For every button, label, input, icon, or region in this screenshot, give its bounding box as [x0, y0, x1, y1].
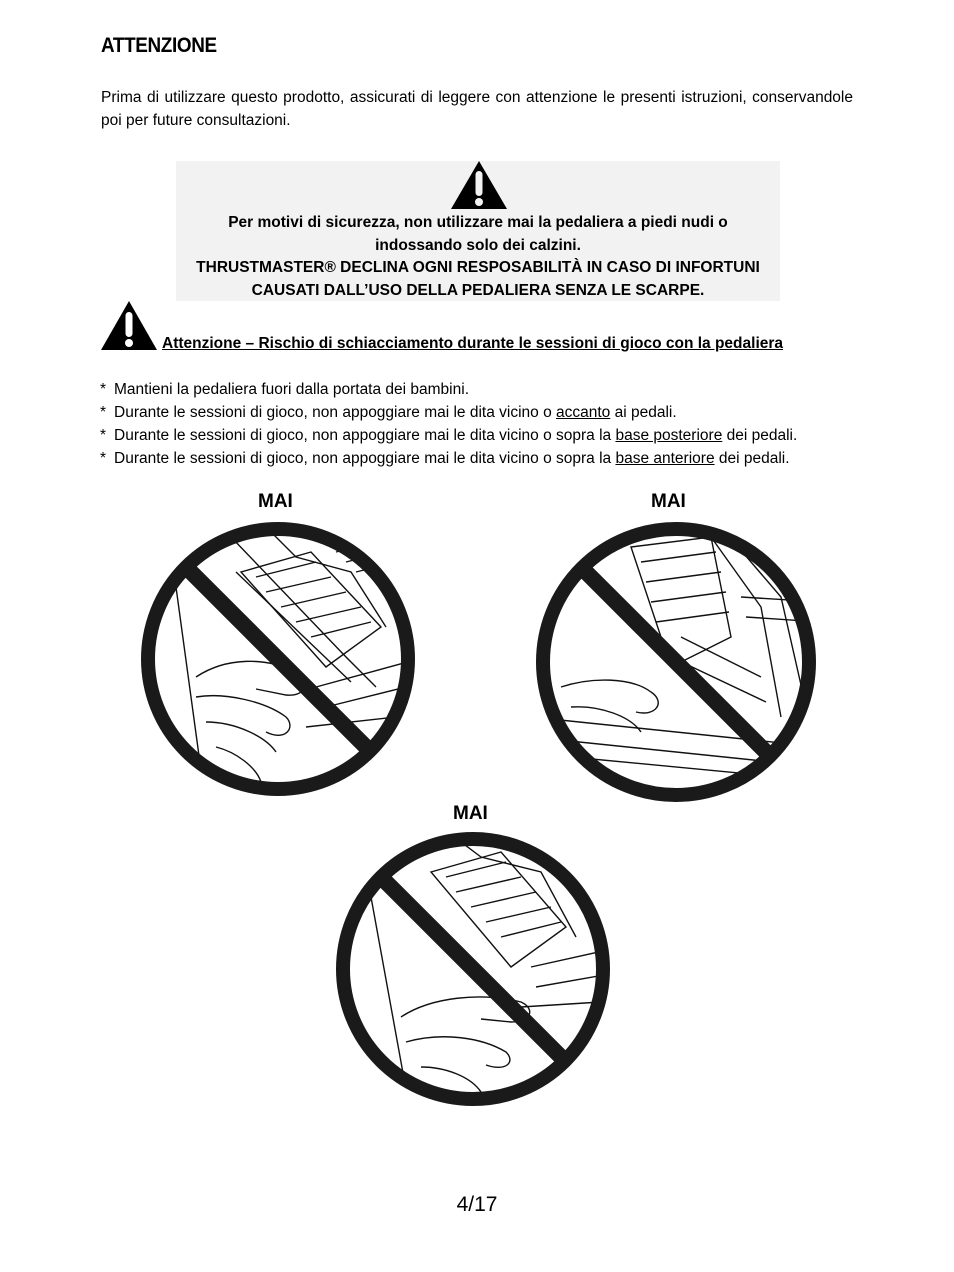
prohibition-sign-icon	[531, 517, 821, 807]
bullet-text: Durante le sessioni di gioco, non appoggiare mai le dita vicino o	[114, 404, 557, 421]
bullet-text: Mantieni la pedaliera fuori dalla portata dei bambini.	[114, 381, 469, 398]
list-item	[100, 447, 797, 470]
bullet-text: Durante le sessioni di gioco, non appoggiare mai le dita vicino o sopra la	[114, 450, 616, 467]
bullet-text: ai pedali.	[610, 404, 677, 421]
prohibition-sign-icon	[331, 827, 615, 1111]
warning-line: CAUSATI DALL’USO DELLA PEDALIERA SENZA LE SCARPE.	[251, 281, 705, 299]
bullet-text: Durante le sessioni di gioco, non appoggiare mai le dita vicino o sopra la	[114, 427, 616, 444]
never-label: MAI	[258, 491, 293, 512]
bullet-marker: *	[100, 381, 107, 398]
never-label: MAI	[651, 491, 686, 512]
warning-line: indossando solo dei calzini.	[375, 236, 581, 254]
bullet-marker: *	[100, 450, 107, 467]
never-label: MAI	[453, 803, 488, 824]
warning-line: Per motivi di sicurezza, non utilizzare mai la pedaliera a piedi nudi o	[228, 214, 728, 231]
page-title: ATTENZIONE	[101, 34, 217, 57]
list-item	[100, 401, 797, 424]
warning-text	[176, 212, 780, 302]
warning-triangle-icon	[450, 160, 508, 210]
prohibition-sign-icon	[136, 517, 420, 801]
warning-line: THRUSTMASTER® DECLINA OGNI RESPOSABILITÀ IN CASO DI INFORTUNI	[196, 259, 760, 276]
bullet-emphasis: base anteriore	[615, 450, 715, 467]
bullet-marker: *	[100, 427, 107, 444]
bullet-text: dei pedali.	[722, 427, 798, 444]
intro-paragraph: Prima di utilizzare questo prodotto, assicurati di leggere con attenzione le presenti istruzioni, conservandole poi per future consultazioni.	[101, 89, 853, 129]
warning-triangle-icon	[100, 300, 158, 351]
bullet-marker: *	[100, 404, 107, 421]
crush-risk-heading: Attenzione – Rischio di schiacciamento durante le sessioni di gioco con la pedaliera	[162, 335, 784, 352]
safety-bullet-list	[100, 378, 797, 470]
bullet-emphasis: base posteriore	[615, 427, 723, 444]
list-item	[100, 378, 797, 401]
list-item	[100, 424, 797, 447]
bullet-emphasis: accanto	[556, 404, 611, 421]
bullet-text: dei pedali.	[714, 450, 790, 467]
page-number: 4/17	[456, 1193, 498, 1216]
